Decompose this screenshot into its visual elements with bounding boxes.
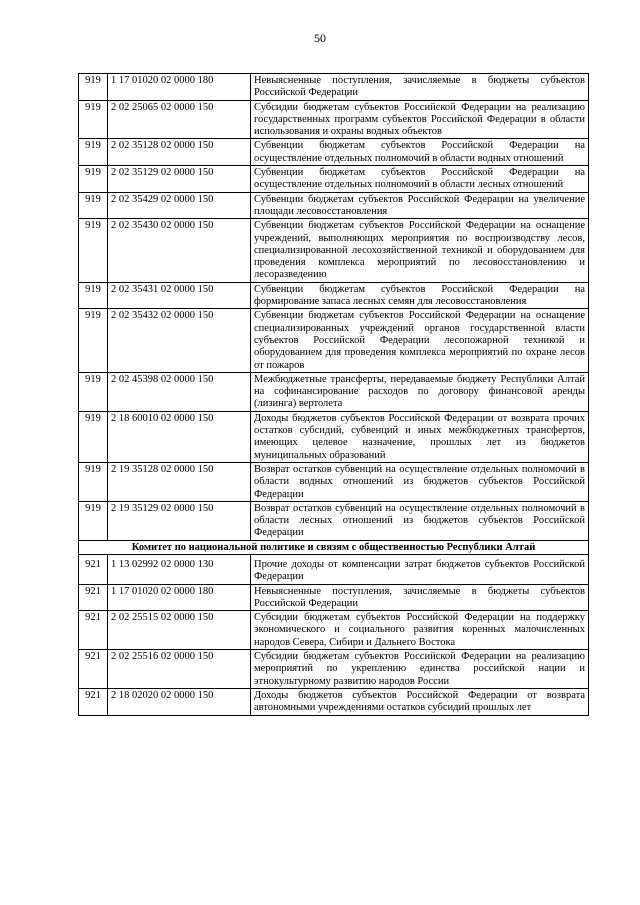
admin-code-cell: 921 <box>79 611 108 650</box>
revenue-code-cell: 1 13 02992 02 0000 130 <box>108 554 251 584</box>
admin-code-cell: 919 <box>79 372 108 411</box>
revenue-code-cell: 2 02 35430 02 0000 150 <box>108 219 251 282</box>
table-row <box>79 650 589 689</box>
admin-code-cell: 919 <box>79 139 108 166</box>
revenue-code-cell: 2 02 35432 02 0000 150 <box>108 309 251 372</box>
table-row <box>79 584 589 611</box>
admin-code-cell: 919 <box>79 219 108 282</box>
admin-code-cell: 921 <box>79 584 108 611</box>
table-row <box>79 139 589 166</box>
revenue-name-cell: Субсидии бюджетам субъектов Российской Федерации на реализацию мероприятий по укреплению единства российской нации и этнокультурному развитию народов России <box>251 650 589 689</box>
revenue-code-cell: 2 19 35128 02 0000 150 <box>108 462 251 501</box>
admin-code-cell: 919 <box>79 100 108 139</box>
table-row <box>79 74 589 101</box>
revenue-name-cell: Возврат остатков субвенций на осуществление отдельных полномочий в области лесных отношений из бюджетов субъектов Российской Федерации <box>251 501 589 540</box>
section-heading-row <box>79 540 589 554</box>
admin-code-cell: 921 <box>79 688 108 715</box>
revenue-name-cell: Субсидии бюджетам субъектов Российской Федерации на поддержку экономического и социального развития коренных малочисленных народов Севера, Сибири и Дальнего Востока <box>251 611 589 650</box>
section-heading: Комитет по национальной политике и связям с общественностью Республики Алтай <box>79 540 589 554</box>
revenue-code-cell: 2 02 25065 02 0000 150 <box>108 100 251 139</box>
revenue-name-cell: Субвенции бюджетам субъектов Российской Федерации на увеличение площади лесовосстановления <box>251 192 589 219</box>
admin-code-cell: 919 <box>79 411 108 462</box>
admin-code-cell: 919 <box>79 166 108 193</box>
revenue-code-cell: 2 18 02020 02 0000 150 <box>108 688 251 715</box>
revenue-name-cell: Субсидии бюджетам субъектов Российской Федерации на реализацию государственных программ субъектов Российской Федерации в области использования и охраны водных объектов <box>251 100 589 139</box>
page-number: 50 <box>314 31 326 45</box>
revenue-code-cell: 2 19 35129 02 0000 150 <box>108 501 251 540</box>
table-row <box>79 309 589 372</box>
table-row <box>79 282 589 309</box>
revenue-name-cell: Невыясненные поступления, зачисляемые в бюджеты субъектов Российской Федерации <box>251 584 589 611</box>
revenue-name-cell: Доходы бюджетов субъектов Российской Федерации от возврата прочих остатков субсидий, субвенций и иных межбюджетных трансфертов, имеющих целевое назначение, прошлых лет из бюджетов муниципальных образований <box>251 411 589 462</box>
revenue-code-cell: 2 02 25515 02 0000 150 <box>108 611 251 650</box>
revenue-code-cell: 1 17 01020 02 0000 180 <box>108 74 251 101</box>
revenue-code-cell: 2 18 60010 02 0000 150 <box>108 411 251 462</box>
revenue-name-cell: Субвенции бюджетам субъектов Российской Федерации на формирование запаса лесных семян для лесовосстановления <box>251 282 589 309</box>
table-row <box>79 501 589 540</box>
revenue-code-cell: 2 02 35128 02 0000 150 <box>108 139 251 166</box>
table-row <box>79 554 589 584</box>
admin-code-cell: 919 <box>79 501 108 540</box>
table-row <box>79 688 589 715</box>
revenue-name-cell: Субвенции бюджетам субъектов Российской Федерации на оснащение учреждений, выполняющих мероприятия по воспроизводству лесов, специализированной лесохозяйственной техникой и оборудованием для проведения комплекса мероприятий по лесовосстановлению и лесоразведению <box>251 219 589 282</box>
table-body <box>79 74 589 716</box>
revenue-code-cell: 2 02 35429 02 0000 150 <box>108 192 251 219</box>
revenue-code-cell: 2 02 45398 02 0000 150 <box>108 372 251 411</box>
revenue-name-cell: Субвенции бюджетам субъектов Российской Федерации на осуществление отдельных полномочий в области лесных отношений <box>251 166 589 193</box>
table-row <box>79 462 589 501</box>
revenue-code-cell: 1 17 01020 02 0000 180 <box>108 584 251 611</box>
table-row <box>79 166 589 193</box>
revenue-name-cell: Невыясненные поступления, зачисляемые в бюджеты субъектов Российской Федерации <box>251 74 589 101</box>
table-row <box>79 219 589 282</box>
admin-code-cell: 919 <box>79 192 108 219</box>
revenue-name-cell: Доходы бюджетов субъектов Российской Федерации от возврата автономными учреждениями остатков субсидий прошлых лет <box>251 688 589 715</box>
table-row <box>79 411 589 462</box>
revenue-code-cell: 2 02 35431 02 0000 150 <box>108 282 251 309</box>
revenue-name-cell: Субвенции бюджетам субъектов Российской Федерации на осуществление отдельных полномочий в области водных отношений <box>251 139 589 166</box>
admin-code-cell: 919 <box>79 309 108 372</box>
admin-code-cell: 919 <box>79 74 108 101</box>
revenue-name-cell: Прочие доходы от компенсации затрат бюджетов субъектов Российской Федерации <box>251 554 589 584</box>
table-row <box>79 192 589 219</box>
admin-code-cell: 919 <box>79 282 108 309</box>
revenue-code-cell: 2 02 25516 02 0000 150 <box>108 650 251 689</box>
admin-code-cell: 919 <box>79 462 108 501</box>
table-row <box>79 100 589 139</box>
revenue-name-cell: Возврат остатков субвенций на осуществление отдельных полномочий в области водных отношений из бюджетов субъектов Российской Федерации <box>251 462 589 501</box>
table-row <box>79 611 589 650</box>
revenue-name-cell: Субвенции бюджетам субъектов Российской Федерации на оснащение специализированных учреждений органов государственной власти субъектов Российской Федерации лесопожарной техникой и оборудованием для проведения комплекса мероприятий по охране лесов от пожаров <box>251 309 589 372</box>
revenue-name-cell: Межбюджетные трансферты, передаваемые бюджету Республики Алтай на софинансирование расходов по договору финансовой аренды (лизинга) вертолета <box>251 372 589 411</box>
admin-code-cell: 921 <box>79 554 108 584</box>
admin-code-cell: 921 <box>79 650 108 689</box>
revenue-code-cell: 2 02 35129 02 0000 150 <box>108 166 251 193</box>
revenue-codes-table <box>78 73 589 716</box>
table-row <box>79 372 589 411</box>
